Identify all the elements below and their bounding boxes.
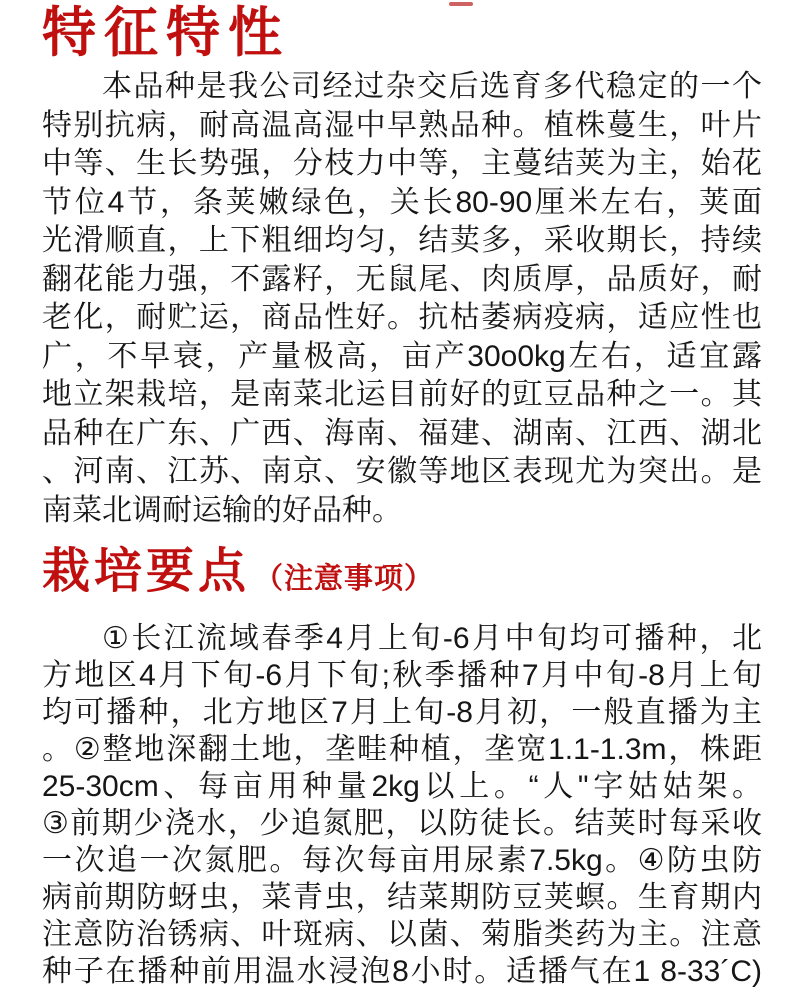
section2-title: 栽培要点 <box>42 545 251 598</box>
text-line: 广，不早衰，产量极高，亩产30o0kg左右，适宜露 <box>42 339 762 373</box>
section2-subtitle: （注意事项） <box>254 562 435 595</box>
text-line: ③前期少浇水，少追氮肥，以防徒长。结荚时每采收 <box>42 807 762 840</box>
text-line: 中等、生长势强，分枝力中等，主蔓结荚为主，始花 <box>42 147 762 180</box>
text-line: 光滑顺直，上下粗细均匀，结荬多，采收期长，持续 <box>42 224 762 257</box>
section2-paragraph <box>42 620 762 990</box>
text-line: 本品种是我公司经过杂交后选育多代稳定的一个 <box>102 70 762 103</box>
text-line: 均可播种，北方地区7月上旬-8月初，一般直播为主 <box>42 696 762 729</box>
text-line: 注意防治锈病、叶斑病、以菌、菊脂类药为主。注意 <box>42 918 762 951</box>
text-line: 地立架栽培，是南菜北运目前好的豇豆品种之一。其 <box>42 378 762 411</box>
section2-heading <box>42 544 762 600</box>
text-line: 节位4节，条荚嫩绿色，关长80-90厘米左右，荚面 <box>42 185 762 219</box>
text-line: 。②整地深翻土地，垄畦种植，垄宽1.1-1.3m，株距 <box>42 733 762 766</box>
text-line: 一次追一次氮肥。每次每亩用尿素7.5kg。④防虫防 <box>42 844 762 877</box>
text-line: 翻花能力强，不露籽，无鼠尾、肉质厚，品质好，耐 <box>42 262 762 296</box>
text-line: ①长江流域春季4月上旬-6月中旬均可播种，北 <box>102 622 762 655</box>
scan-artifact <box>449 2 473 6</box>
text-line: 特别抗病，耐高温高湿中早熟品种。植株蔓生，叶片 <box>42 108 762 142</box>
section1-paragraph <box>42 68 762 530</box>
text-line: 品种在广东、广西、海南、福建、湖南、江西、湖北 <box>42 416 762 450</box>
text-line: 、河南、江苏、南京、安徽等地区表现尤为突出。是 <box>42 455 762 488</box>
text-line: 25-30cm、每亩用种量2kg以上。“人"字姑姑架。 <box>42 770 762 803</box>
text-line: 方地区4月下旬-6月下旬;秋季播种7月中旬-8月上旬 <box>42 659 762 692</box>
section1-title: 特征特性 <box>42 3 290 63</box>
text-line: 老化，耐贮运，商品性好。抗枯萎病疫病，适应性也 <box>42 301 762 334</box>
text-line: 南菜北调耐运输的好品种。 <box>42 493 402 527</box>
text-line: 种子在播种前用温水浸泡8小时。适播气在1 8-33´C) <box>42 955 762 988</box>
text-line: 病前期防蚜虫，菜青虫，结菜期防豆荚螟。生育期内 <box>42 881 762 914</box>
